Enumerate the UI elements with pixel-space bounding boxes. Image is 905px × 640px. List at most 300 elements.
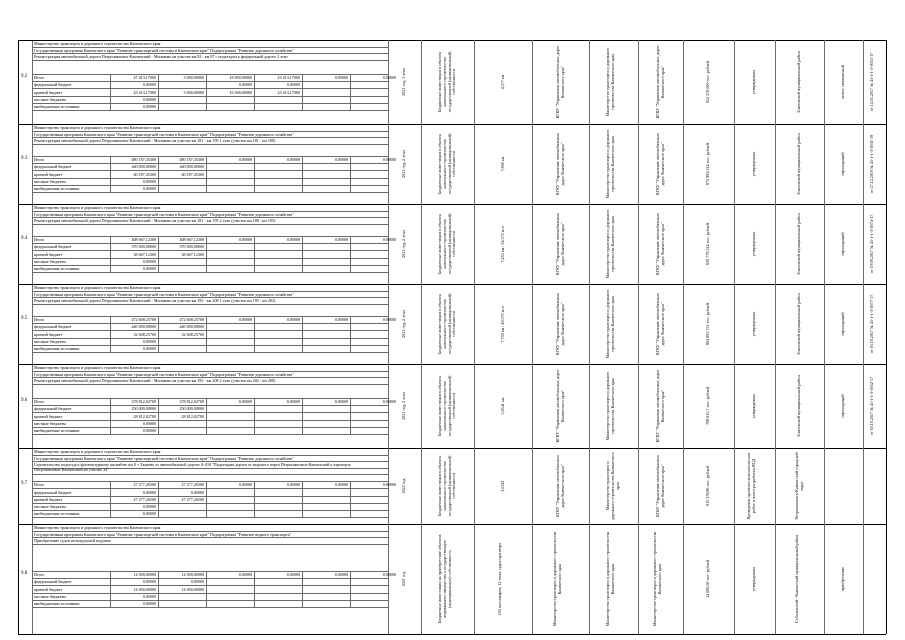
attribute-cell: КГКУ "Управление автомобильных дорог Камчатского края" [554,292,565,356]
source-label: внебюджетные источники [34,345,80,351]
attribute-cell: Елизовский муниципальный район [796,133,802,195]
attribute-cell: 708 615,7 тыс. рублей [705,387,711,425]
project-name: Реконструкция автомобильной дороги Петропавловск-Камчатский - Мильково на участке км 195 - км 208 2 этап (участок км 202 - км 208) [34,378,276,384]
h-rule [32,163,388,164]
source-label: Итого [34,157,45,163]
v-rule [824,40,825,124]
h-rule [32,304,388,305]
attribute-cell: 2022 год [401,478,407,494]
attribute-cell: Министерство транспорта и дорожного строительства Камчатского края [605,531,616,627]
v-rule [775,448,776,524]
amount-cell: 0,00000 [382,572,396,578]
v-rule [734,448,735,524]
h-rule [32,474,388,475]
v-rule [863,124,864,204]
row-index: 9.3 [21,156,28,162]
project-name: Реконструкция автомобильной дороги Петропавловск-Камчатский - Мильково на участке км 195 - км 208 1 этап (участок км 195 - км 202) [34,298,276,304]
ministry-label: Министерство транспорта и дорожного строительства Камчатского края [34,365,161,370]
amount-cell: 14 000,00000 [181,572,204,578]
amount-cell: 0,00000 [334,237,348,243]
amount-cell: 32 608,25700 [181,331,204,337]
h-rule [32,412,388,413]
source-label: внебюджетные источники [34,511,80,517]
v-rule [734,204,735,284]
attribute-cell: утвержденная [751,311,757,337]
amount-cell: 440 000,00000 [131,324,156,330]
attribute-cell: Министерство транспорта и дорожного строительства Камчатского края [605,129,616,199]
attribute-cell: от 16.10.2017 № 41-1-1-3-0077-17 [868,294,874,354]
attribute-cell: переходящий [840,232,846,256]
row-index: 9.8 [21,571,28,577]
source-label: федеральный бюджет [34,324,72,330]
v-rule [683,364,684,448]
attribute-cell: 7,800 км [499,156,505,172]
h-rule [32,250,388,251]
row-index: 9.5 [21,316,28,322]
program-label: Государственная программа Камчатского края "Развитие транспортной системы в Камчатском крае" Подпрограмма "Развитие дорожного хозяйства" [34,131,294,137]
amount-cell: 440 000,00000 [179,324,204,330]
v-rule [589,448,590,524]
attribute-cell: Министерство транспорта и дорожного строительства Камчатского края [605,289,616,359]
v-rule [775,524,776,634]
attribute-cell: КГКУ "Управление автомобильных дорог Камчатского края" [554,45,565,119]
h-rule [32,352,388,353]
v-rule [638,124,639,204]
attribute-cell: 872 893,534 тыс. рублей [705,143,711,185]
v-rule [532,284,533,364]
h-rule [32,192,388,193]
project-name: Строительство подъезда к архитектурному ансамблю км 0 + Ткачево от автомобильной дороги А-410 "Подъездная дорога от морского порта Петропавловск-Камчатский к аэропорту Петропавловск-Камчатский на участке 34" [34,462,352,473]
attribute-cell: переходящий [840,152,846,176]
h-rule [32,593,388,594]
attribute-cell: Бюджетные инвестиции в объекты капитального строительства государственной (муниципальной) собственности [436,293,457,355]
attribute-cell: Министерство транспорта и дорожного строительства Камчатского края [652,531,663,627]
amount-cell: 38 667,12300 [133,251,156,257]
h-rule [32,323,388,324]
v-rule [683,124,684,204]
h-rule [32,103,388,104]
attribute-cell: 2021 год, 2 этап [401,310,407,338]
amount-cell: 40 187,45300 [181,171,204,177]
amount-cell: 0,00000 [286,399,300,405]
amount-cell: 0,00000 [334,75,348,81]
h-rule [32,585,388,586]
v-rule [532,40,533,124]
v-rule [683,524,684,634]
amount-cell: 3 000,00000 [183,75,204,81]
attribute-cell: приобретение [840,566,846,592]
h-rule [32,258,388,259]
attribute-cell: 2021 год [401,571,407,587]
amount-cell: 0,00000 [238,82,252,88]
v-rule [638,284,639,364]
source-label: местные бюджеты [34,178,67,184]
amount-cell: 28 812,02700 [181,413,204,419]
h-rule [32,96,388,97]
source-label: местные бюджеты [34,504,67,509]
amount-cell: 27 277,26500 [133,482,156,488]
amount-cell: 0,00000 [142,504,156,509]
amount-cell: 0,00000 [382,317,396,323]
amount-cell: 23 413,17000 [277,89,300,95]
program-label: Государственная программа Камчатского края "Развитие транспортной системы в Камчатском крае" Подпрограмма "Развитие дорожного хозяйства" [34,291,294,297]
v-rule [863,524,864,634]
program-label: Государственная программа Камчатского края "Развитие транспортной системы в Камчатском крае" Подпрограмма "Развитие дорожного хозяйства" [34,371,294,377]
v-rule [775,124,776,204]
attribute-cell: Министерство транспорта и дорожного строительства Камчатского края [605,47,616,117]
h-rule [32,517,388,518]
amount-cell: 0,00000 [382,75,396,81]
attribute-cell: 7,758 км / 49,570 м.п. [499,305,505,343]
amount-cell: 0,00000 [286,82,300,88]
program-label: Государственная программа Камчатского края "Развитие транспортной системы в Камчатском крае" Подпрограмма "Развитие дорожного хозяйства" [34,211,294,217]
attribute-cell: 2021 год, 2 этап [401,230,407,258]
attribute-cell: утвержденная [751,231,757,257]
ministry-label: Министерство транспорта и дорожного строительства Камчатского края [34,125,161,130]
amount-cell: 0,00000 [382,482,396,488]
amount-cell: 0,00000 [238,237,252,243]
source-label: краевой бюджет [34,251,63,257]
h-rule [32,384,388,385]
attribute-cell: Бюджетные инвестиции в объекты капитального строительства государственной (муниципальной) собственности [436,133,457,195]
h-rule [32,60,388,61]
amount-cell: 16 500,00000 [229,89,252,95]
h-rule [32,185,388,186]
source-label: местные бюджеты [34,420,67,426]
amount-cell: 0,00000 [238,572,252,578]
v-rule [474,204,475,284]
amount-cell: 0,00000 [142,338,156,344]
h-rule [32,427,388,428]
source-label: краевой бюджет [34,89,63,95]
amount-cell: 27 277,26500 [181,482,204,488]
h-rule [32,265,388,266]
v-rule [18,40,19,634]
row-index: 9.4 [21,236,28,242]
v-rule [532,124,533,204]
row-index: 9.7 [21,481,28,487]
amount-cell: 440 000,00000 [131,164,156,170]
ministry-label: Министерство транспорта и дорожного строительства Камчатского края [34,205,161,210]
program-label: Государственная программа Камчатского края "Развитие транспортной системы в Камчатском крае" Подпрограмма "Развитие дорожного хозяйства" [34,455,294,461]
amount-cell: 370 000,00000 [131,244,156,250]
h-rule [32,544,388,545]
amount-cell: 278 812,02700 [131,399,156,405]
v-rule [421,204,422,284]
amount-cell: 0,00000 [286,237,300,243]
amount-cell: 0,00000 [142,593,156,599]
v-rule [734,364,735,448]
amount-cell: 0,00000 [286,157,300,163]
attribute-cell: Бюджетные инвестиции в объекты капитального строительства государственной (муниципальной) собственности [436,455,457,517]
v-rule [683,204,684,284]
amount-cell: 27 277,26500 [181,496,204,502]
h-rule [32,420,388,421]
amount-cell: 250 000,00000 [179,406,204,412]
row-index: 9.6 [21,398,28,404]
v-rule [589,364,590,448]
attribute-cell: 830 779,534 тыс. рублей [705,223,711,265]
project-name: Реконструкция автомобильной дороги Петропавловск-Камчатский - Мильково на участке км 181 - км 195 1 этап (участок км 181 - км 188) [34,138,276,144]
v-rule [863,204,864,284]
v-rule [638,448,639,524]
attribute-cell: КГКУ "Управление автомобильных дорог Камчатского края" [554,369,565,443]
attribute-cell: Бюджетные инвестиции в объекты капитального строительства государственной (муниципальной) собственности [436,213,457,275]
attribute-cell: 2021 год, 2 этап [401,392,407,420]
h-rule [32,144,388,145]
v-rule [388,524,389,634]
source-label: местные бюджеты [34,96,67,102]
amount-cell: 0,00000 [286,572,300,578]
source-label: Итого [34,572,45,578]
source-label: федеральный бюджет [34,406,72,412]
amount-cell: 0,00000 [334,399,348,405]
amount-cell: 278 812,02700 [179,399,204,405]
attribute-cell: Бюджетные инвестиции на приобретение объектов недвижимого имущества в государственную (муниципальную) собственность [436,534,452,624]
amount-cell: 0,00000 [382,237,396,243]
amount-cell: 440 000,00000 [179,164,204,170]
amount-cell: 480 187,45300 [131,157,156,163]
attribute-cell: 5,6541 км [499,397,505,415]
amount-cell: 0,00000 [286,317,300,323]
h-rule [32,434,388,435]
v-rule [863,448,864,524]
project-name: Реконструкция автомобильной дороги Петропавловск-Камчатский - Мильково на участке км 82 - км 87 с подъездом к федеральной дороге 2 этап [34,54,288,60]
row-index: 9.2 [21,74,28,80]
v-rule [388,124,389,204]
attribute-cell: утвержденная [751,69,757,95]
amount-cell: 14 000,00000 [133,586,156,592]
h-rule [32,224,388,225]
h-rule [32,272,388,273]
v-rule [734,124,735,204]
attribute-cell: 2021 год, 1 этап [401,68,407,96]
source-label: краевой бюджет [34,331,63,337]
amount-cell: 14 000,00000 [181,586,204,592]
amount-cell: 0,00000 [334,157,348,163]
attribute-cell: 14 000,00 тыс. рублей [705,560,711,598]
v-rule [474,448,475,524]
v-rule [532,524,533,634]
attribute-cell: КГКУ "Управление автомобильных дорог Камчатского края" [554,132,565,196]
amount-cell: 408 667,12300 [131,237,156,243]
h-rule [32,338,388,339]
attribute-cell: КГКУ "Управление автомобильных дорог Камчатского края" [654,212,665,276]
v-rule [474,40,475,124]
source-label: Итого [34,237,45,243]
source-label: внебюджетные источники [34,185,80,191]
amount-cell: 0,00000 [142,489,156,495]
v-rule [734,40,735,124]
amount-cell: 0,00000 [238,399,252,405]
v-rule [589,124,590,204]
amount-cell: 0,00000 [334,317,348,323]
h-rule [32,488,388,489]
h-rule [32,178,388,179]
attribute-cell: Министерство транспорта и дорожного строительства Камчатского края [605,209,616,279]
amount-cell: 43 413,17000 [133,89,156,95]
amount-cell: 0,00000 [142,265,156,271]
amount-cell: 0,00000 [142,427,156,433]
source-label: внебюджетные источники [34,265,80,271]
v-rule [474,364,475,448]
source-label: краевой бюджет [34,171,63,177]
amount-cell: 250 000,00000 [131,406,156,412]
v-rule [421,40,422,124]
source-label: Итого [34,317,45,323]
amount-cell: 23 413,17000 [277,75,300,81]
v-rule [532,364,533,448]
amount-cell: 3 000,00000 [183,89,204,95]
amount-cell: 0,00000 [334,482,348,488]
h-rule [32,600,388,601]
attribute-cell: Бюджетные инвестиции в объекты капитального строительства государственной (муниципальной) собственности [436,51,457,113]
attribute-cell: 3,0341 [499,480,505,492]
amount-cell: 47 413,17000 [133,75,156,81]
source-label: краевой бюджет [34,413,63,419]
attribute-cell: КГКУ "Управление автомобильных дорог Камчатского края" [654,292,665,356]
amount-cell: 480 187,45300 [179,157,204,163]
attribute-cell: от 19.09.2017 № 41-1-1-3-0074-17 [868,214,874,274]
source-label: федеральный бюджет [34,82,72,88]
v-rule [734,524,735,634]
v-rule [388,204,389,284]
v-rule [589,284,590,364]
v-rule [824,204,825,284]
v-rule [863,364,864,448]
v-rule [683,448,684,524]
amount-cell: 0,00000 [142,511,156,517]
attribute-cell: Министерство транспорта и дорожного строительства Камчатского края [605,452,620,520]
amount-cell: 0,00000 [382,157,396,163]
attribute-cell: 4,577 км [499,74,505,90]
source-label: Итого [34,75,45,81]
attribute-cell: Елизовский муниципальный район [796,375,802,437]
source-label: федеральный бюджет [34,244,72,250]
v-rule [886,40,887,634]
v-rule [474,524,475,634]
attribute-cell: утвержденная [751,393,757,419]
attribute-cell: Проведение проектно-изыскательских работ и поиск разработки ПСД [746,452,757,520]
v-rule [388,40,389,124]
amount-cell: 32 608,25700 [133,331,156,337]
v-rule [775,40,776,124]
amount-cell: 0,00000 [382,399,396,405]
v-rule [683,40,684,124]
attribute-cell: Соболевский - Камчатский муниципальный район [793,535,799,623]
attribute-cell: Петропавловск-Камчатский городской округ [793,452,804,520]
ministry-label: Министерство транспорта и дорожного строительства Камчатского края [34,285,161,290]
amount-cell: 18 000,00000 [229,75,252,81]
attribute-cell: КГКУ "Управление автомобильных дорог Камчатского края" [654,454,665,518]
h-rule [32,170,388,171]
attribute-cell: от 30.10.2017 № 41-1-1-3-0052-17 [868,376,874,436]
attribute-cell: КГКУ "Управление автомобильных дорог Камчатского края" [654,369,665,443]
h-rule [32,578,388,579]
amount-cell: 0,00000 [142,258,156,264]
amount-cell: 0,00000 [190,579,204,585]
v-rule [532,448,533,524]
amount-cell: 0,00000 [142,103,156,109]
v-rule [775,284,776,364]
program-label: Государственная программа Камчатского края "Развитие транспортной системы в Камчатском крае" Подпрограмма "Развитие дорожного хозяйства" [34,47,294,53]
h-rule [32,607,388,608]
amount-cell: 0,00000 [142,420,156,426]
attribute-cell: утвержденная [751,151,757,177]
v-rule [589,40,590,124]
amount-cell: 472 608,25700 [131,317,156,323]
attribute-cell: Елизовский муниципальный район [796,51,802,113]
attribute-cell: 864 895,751 тыс. рублей [705,303,711,345]
amount-cell: 0,00000 [238,317,252,323]
source-label: внебюджетные источники [34,103,80,109]
attribute-cell: Елизовский муниципальный район [796,213,802,275]
project-name: Приобретение судов на воздушной подушке [34,538,112,544]
source-label: Итого [34,399,45,405]
v-rule [863,284,864,364]
h-rule [32,405,388,406]
attribute-cell: 250 пассажиров, 12 тонн, судов при ветре [497,542,503,616]
h-rule [32,496,388,497]
h-rule [32,510,388,511]
v-rule [421,448,422,524]
v-rule [474,284,475,364]
source-label: местные бюджеты [34,593,67,599]
source-label: внебюджетные источники [34,427,80,433]
v-rule [638,204,639,284]
attribute-cell: КГКУ "Управление автомобильных дорог Камчатского края" [654,132,665,196]
attribute-cell: Елизовский муниципальный район [796,293,802,355]
amount-cell: 0,00000 [238,157,252,163]
ministry-label: Министерство транспорта и дорожного строительства Камчатского края [34,41,161,46]
attribute-cell: утвержденная [751,566,757,592]
v-rule [421,124,422,204]
v-rule [824,448,825,524]
amount-cell: 0,00000 [142,178,156,184]
v-rule [421,524,422,634]
h-rule [32,345,388,346]
attribute-cell: Министерство транспорта и дорожного строительства Камчатского края [552,531,563,627]
v-rule [775,364,776,448]
v-rule [589,524,590,634]
attribute-cell: Министерство транспорта и дорожного строительства Камчатского края [605,371,616,441]
h-rule [32,243,388,244]
amount-cell: 472 608,25700 [179,317,204,323]
v-rule [388,284,389,364]
amount-cell: 0,00000 [142,82,156,88]
attribute-cell: КГКУ "Управление автомобильных дорог Камчатского края" [554,454,565,518]
amount-cell: 370 000,00000 [179,244,204,250]
attribute-cell: КГКУ "Управление автомобильных дорог Камчатского края" [654,45,665,119]
ministry-label: Министерство транспорта и дорожного строительства Камчатского края [34,449,161,454]
source-label: внебюджетные источники [34,600,80,606]
v-rule [388,364,389,448]
v-rule [638,40,639,124]
amount-cell: 0,00000 [334,572,348,578]
attribute-cell: 915 378,86 тыс. рублей [705,466,711,506]
attribute-cell: 952 270,000 тыс. рублей [705,61,711,103]
h-rule [18,634,886,635]
amount-cell: 408 667,12300 [179,237,204,243]
v-rule [863,40,864,124]
attribute-cell: переходящий [840,394,846,418]
ministry-label: Министерство транспорта и дорожного строительства Камчатского края [34,525,161,530]
attribute-cell: от 27.12.2019 № 41-1-1-3-0031-19 [868,134,874,194]
attribute-cell: КГКУ "Управление автомобильных дорог Камчатского края" [554,212,565,276]
v-rule [824,284,825,364]
source-label: краевой бюджет [34,496,63,502]
attribute-cell: 7,235 км / 34,375 м.п. [499,225,505,263]
